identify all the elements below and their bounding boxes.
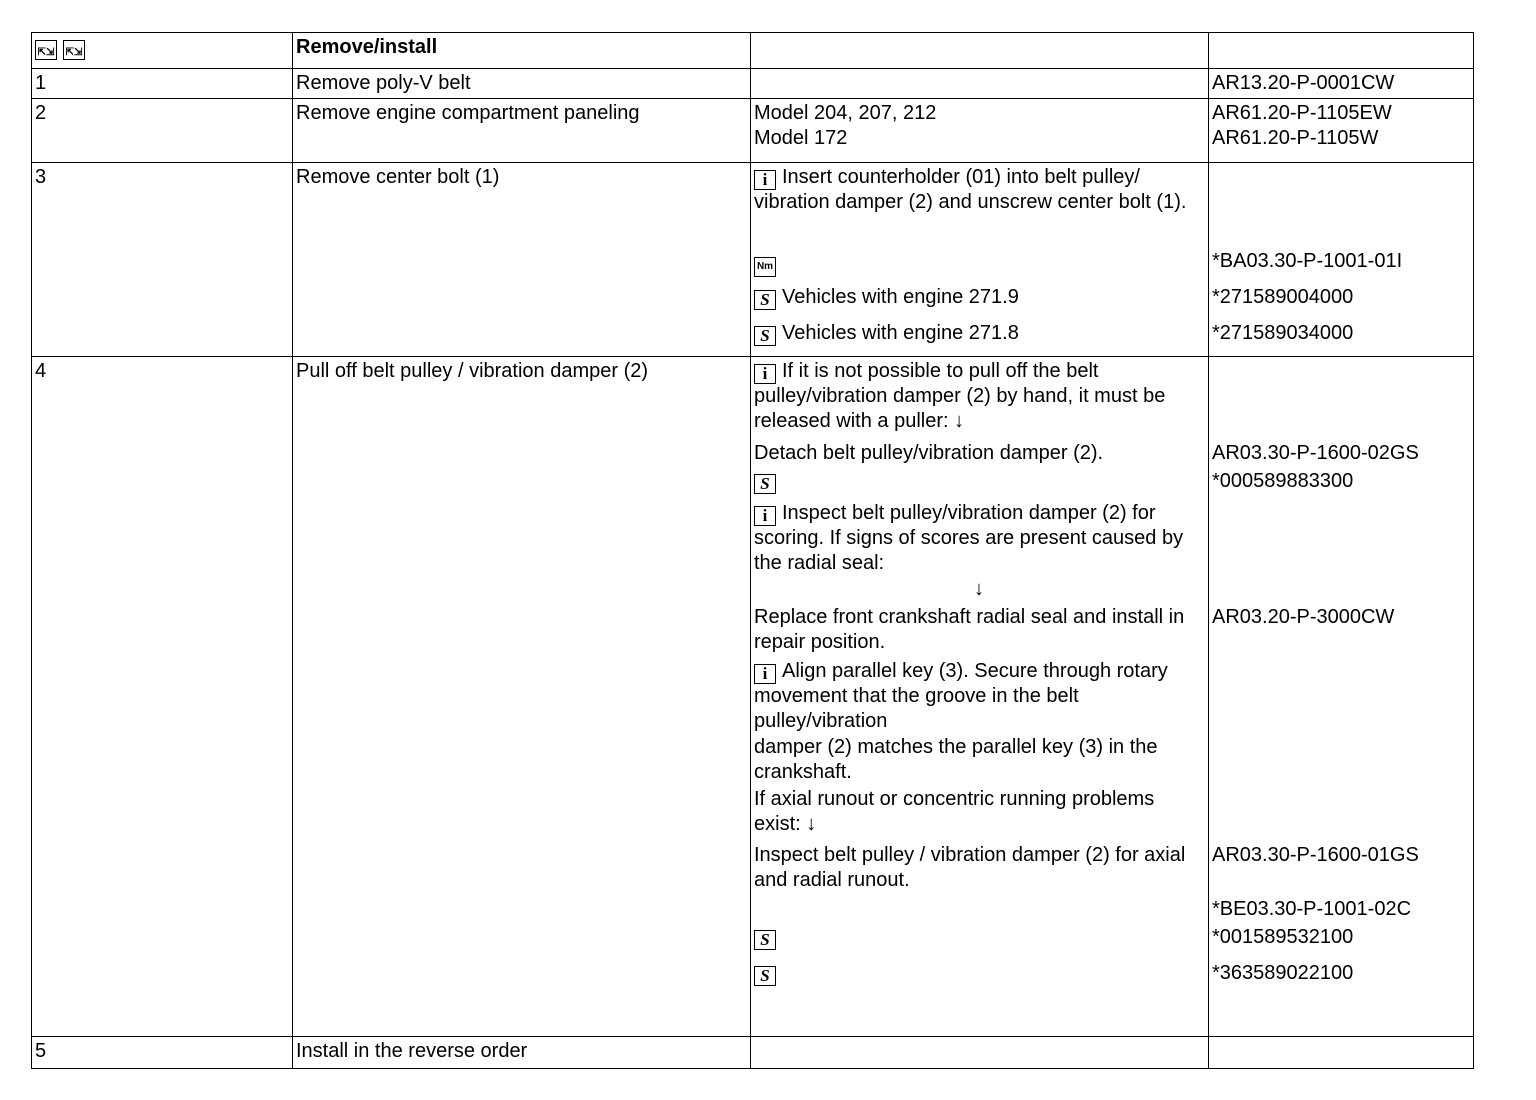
step-notes xyxy=(751,69,1209,99)
ref-link[interactable]: *271589004000 xyxy=(1212,286,1354,308)
note-block xyxy=(754,441,1204,469)
header-empty-cell xyxy=(1209,33,1474,69)
table-row xyxy=(32,357,1474,1037)
note-text: Inspect belt pulley / vibration damper (2) for axial and radial runout. xyxy=(754,844,1186,891)
info-icon xyxy=(754,170,776,190)
torque-nm-icon xyxy=(754,257,776,277)
step-action: Remove poly-V belt xyxy=(293,69,751,99)
header-icons-cell xyxy=(32,33,293,69)
info-icon xyxy=(754,506,776,526)
note-block xyxy=(754,165,1204,249)
note-block xyxy=(754,605,1204,659)
step-number: 1 xyxy=(32,69,293,99)
special-tool-icon xyxy=(754,930,776,950)
step-number: 4 xyxy=(32,357,293,1037)
ref-link[interactable]: *BE03.30-P-1001-02C xyxy=(1212,898,1412,920)
note-block xyxy=(754,735,1204,787)
step-notes xyxy=(751,357,1209,1037)
step-action: Remove center bolt (1) xyxy=(293,163,751,357)
note-block xyxy=(754,961,1204,986)
note-text: Model 204, 207, 212 xyxy=(754,102,937,124)
ref-link[interactable]: *363589022100 xyxy=(1212,962,1354,984)
info-icon xyxy=(754,364,776,384)
ref-link[interactable]: AR03.30-P-1600-02GS xyxy=(1212,442,1419,464)
note-block xyxy=(754,787,1204,843)
note-block xyxy=(754,469,1204,501)
step-refs xyxy=(1209,357,1474,1037)
ref-link[interactable]: *001589532100 xyxy=(1212,926,1354,948)
down-arrow-icon: ↓ xyxy=(806,813,817,835)
ref-link[interactable]: *000589883300 xyxy=(1212,470,1354,492)
note-text: Inspect belt pulley/vibration damper (2) for scoring. If signs of scores are present caused by the radial seal: xyxy=(754,502,1184,574)
ref-link[interactable]: AR13.20-P-0001CW xyxy=(1212,72,1395,94)
step-notes xyxy=(751,1037,1209,1069)
note-block xyxy=(754,659,1204,735)
note-block xyxy=(754,285,1204,321)
collapse-icon[interactable] xyxy=(63,40,85,60)
info-icon xyxy=(754,664,776,684)
step-refs xyxy=(1209,163,1474,357)
ref-link[interactable]: *BA03.30-P-1001-01I xyxy=(1212,250,1403,272)
note-text: Align parallel key (3). Secure through rotary movement that the groove in the belt pulley/vibration xyxy=(754,660,1168,732)
step-refs xyxy=(1209,69,1474,99)
note-block xyxy=(754,925,1204,961)
header-row xyxy=(32,33,1474,69)
table-row xyxy=(32,99,1474,163)
step-action: Install in the reverse order xyxy=(293,1037,751,1069)
header-empty-cell xyxy=(751,33,1209,69)
step-action: Pull off belt pulley / vibration damper (2) xyxy=(293,357,751,1037)
step-number: 2 xyxy=(32,99,293,163)
note-block xyxy=(754,843,1204,925)
ref-link[interactable]: AR61.20-P-1105W xyxy=(1212,127,1379,149)
step-number: 3 xyxy=(32,163,293,357)
special-tool-icon xyxy=(754,326,776,346)
note-block xyxy=(754,249,1204,285)
procedure-table xyxy=(31,32,1474,1069)
note-text: Detach belt pulley/vibration damper (2). xyxy=(754,442,1104,464)
note-block xyxy=(754,359,1204,441)
expand-icon[interactable] xyxy=(35,40,57,60)
note-block xyxy=(754,577,1204,605)
note-block xyxy=(754,321,1204,346)
step-refs xyxy=(1209,1037,1474,1069)
header-title: Remove/install xyxy=(293,33,751,69)
note-text: Vehicles with engine 271.8 xyxy=(782,322,1019,344)
special-tool-icon xyxy=(754,290,776,310)
special-tool-icon xyxy=(754,966,776,986)
note-text: If axial runout or concentric running problems exist: xyxy=(754,788,1155,835)
down-arrow-icon: ↓ xyxy=(954,410,965,432)
table-row xyxy=(32,69,1474,99)
ref-link[interactable]: AR61.20-P-1105EW xyxy=(1212,102,1392,124)
table-row xyxy=(32,1037,1474,1069)
table-row xyxy=(32,163,1474,357)
step-action: Remove engine compartment paneling xyxy=(293,99,751,163)
ref-link[interactable]: AR03.20-P-3000CW xyxy=(1212,606,1395,628)
step-refs xyxy=(1209,99,1474,163)
note-text: Insert counterholder (01) into belt pulley/ vibration damper (2) and unscrew center bolt (1). xyxy=(754,166,1187,213)
special-tool-icon xyxy=(754,474,776,494)
note-text: damper (2) matches the parallel key (3) in the crankshaft. xyxy=(754,736,1158,783)
note-text: Model 172 xyxy=(754,127,848,149)
down-arrow-icon: ↓ xyxy=(974,578,984,600)
step-notes xyxy=(751,163,1209,357)
note-text: If it is not possible to pull off the belt pulley/vibration damper (2) by hand, it must be released with a puller: xyxy=(754,360,1166,432)
step-notes xyxy=(751,99,1209,163)
ref-link[interactable]: *271589034000 xyxy=(1212,322,1354,344)
ref-link[interactable]: AR03.30-P-1600-01GS xyxy=(1212,844,1419,866)
note-block xyxy=(754,501,1204,577)
note-text: Replace front crankshaft radial seal and install in repair position. xyxy=(754,606,1185,653)
note-text: Vehicles with engine 271.9 xyxy=(782,286,1019,308)
step-number: 5 xyxy=(32,1037,293,1069)
